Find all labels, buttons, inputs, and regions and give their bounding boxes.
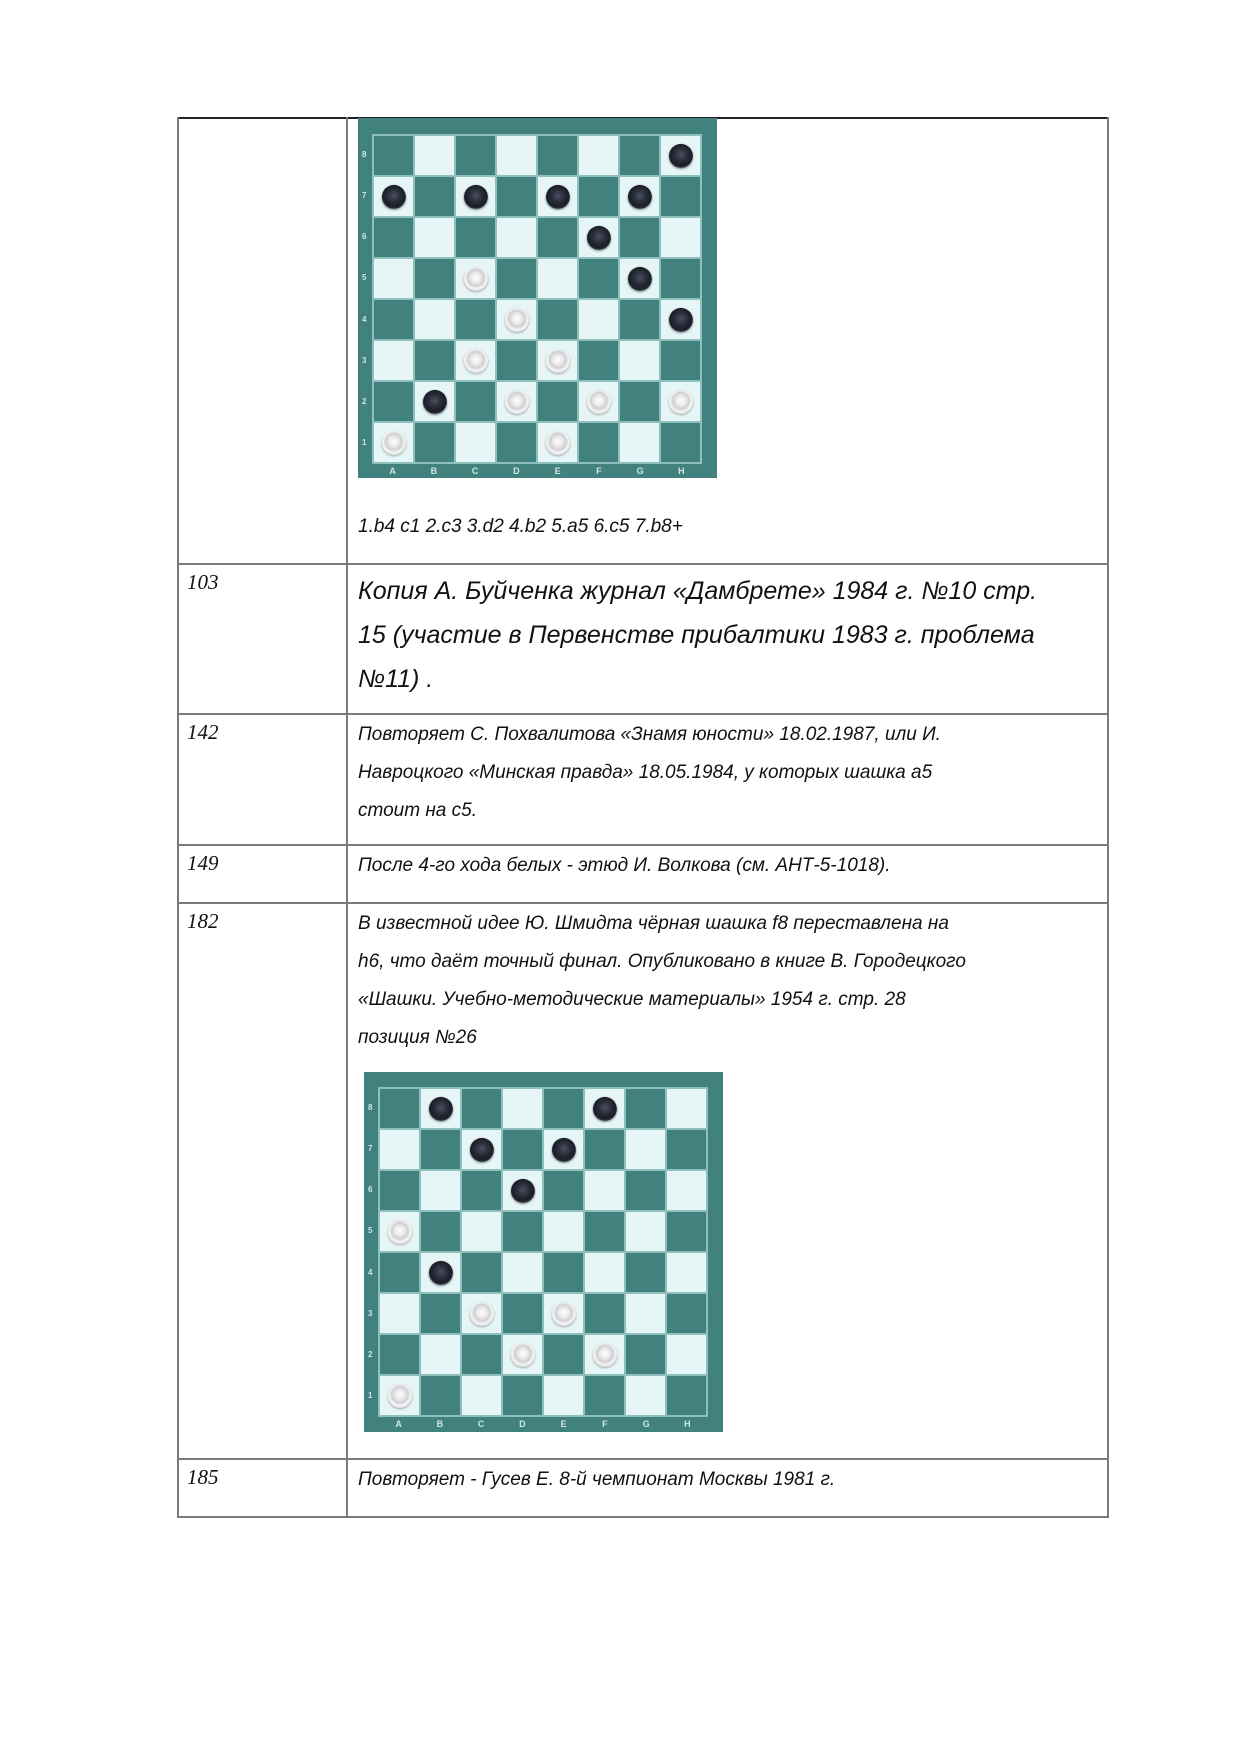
table-row-divider [177,844,1109,846]
square-c2 [461,1334,502,1375]
file-label: F [596,466,602,476]
square-d7 [496,176,537,217]
rank-label: 5 [368,1226,373,1236]
problem-note [358,716,1098,830]
square-a7 [373,176,414,217]
square-b3 [420,1293,461,1334]
black-checker-icon [422,389,446,413]
problem-number: 149 [187,851,219,875]
square-g6 [619,217,660,258]
square-f5 [578,258,619,299]
square-h5 [666,1211,707,1252]
square-h3 [666,1293,707,1334]
black-checker-icon [545,184,569,208]
rank-label: 4 [362,314,367,324]
square-c7 [461,1129,502,1170]
square-g2 [625,1334,666,1375]
rank-label: 2 [362,397,367,407]
square-c7 [455,176,496,217]
square-c6 [455,217,496,258]
square-d5 [502,1211,543,1252]
square-a3 [373,340,414,381]
square-d1 [496,422,537,463]
note-line: Копия А. Буйченка журнал «Дамбрете» 1984 г. №10 стр. [358,577,1038,605]
square-d5 [496,258,537,299]
square-f1 [578,422,619,463]
problem-note [358,847,1098,885]
square-d6 [496,217,537,258]
note-line: 15 (участие в Первенстве прибалтики 1983 г. проблема [358,621,1035,649]
square-c4 [461,1252,502,1293]
square-c2 [455,381,496,422]
white-checker-icon [469,1301,493,1325]
problem-number: 185 [187,1465,219,1489]
square-c5 [455,258,496,299]
square-c8 [455,135,496,176]
square-h7 [660,176,701,217]
square-d4 [496,299,537,340]
square-h8 [666,1088,707,1129]
note-line: «Шашки. Учебно-методические материалы» 1954 г. стр. 28 [358,989,906,1010]
square-a5 [373,258,414,299]
square-c6 [461,1170,502,1211]
square-a7 [379,1129,420,1170]
rank-label: 2 [368,1350,373,1360]
square-e6 [537,217,578,258]
square-h7 [666,1129,707,1170]
square-h4 [666,1252,707,1293]
note-line: В известной идее Ю. Шмидта чёрная шашка f8 переставлена на [358,913,949,934]
black-checker-icon [551,1137,575,1161]
square-h2 [660,381,701,422]
table-row-divider [177,902,1109,904]
rank-label: 6 [368,1185,373,1195]
square-g8 [619,135,660,176]
file-label: C [477,1419,485,1429]
file-label: D [519,1419,526,1429]
black-checker-icon [627,266,651,290]
rank-label: 6 [362,232,367,242]
black-checker-icon [668,307,692,331]
square-d3 [502,1293,543,1334]
square-c3 [455,340,496,381]
rank-label: 7 [362,190,367,200]
rank-label: 3 [362,355,367,365]
square-h6 [666,1170,707,1211]
file-label: B [430,466,438,476]
white-checker-icon [387,1383,411,1407]
square-g1 [619,422,660,463]
white-checker-icon [381,430,405,454]
move-sequence: 1.b4 c1 2.c3 3.d2 4.b2 5.a5 6.c5 7.b8+ [358,516,683,537]
note-line: После 4-го хода белых - этюд И. Волкова (см. АНТ-5-1018). [358,855,891,876]
square-h4 [660,299,701,340]
white-checker-icon [463,348,487,372]
square-e6 [543,1170,584,1211]
square-b6 [420,1170,461,1211]
black-checker-icon [510,1178,534,1202]
square-d1 [502,1375,543,1416]
square-c1 [455,422,496,463]
square-a1 [373,422,414,463]
square-a8 [373,135,414,176]
square-b1 [420,1375,461,1416]
square-e1 [543,1375,584,1416]
square-e4 [537,299,578,340]
black-checker-icon [627,184,651,208]
black-checker-icon [428,1096,452,1120]
file-label: F [602,1419,608,1429]
square-b8 [420,1088,461,1129]
square-g8 [625,1088,666,1129]
square-e7 [543,1129,584,1170]
black-checker-icon [592,1096,616,1120]
rank-label: 7 [368,1143,373,1153]
square-h3 [660,340,701,381]
square-b4 [414,299,455,340]
square-f2 [584,1334,625,1375]
file-label: G [642,1419,650,1429]
rank-label: 8 [362,149,367,159]
rank-label: 4 [368,1267,373,1277]
square-e3 [543,1293,584,1334]
white-checker-icon [545,348,569,372]
square-f3 [584,1293,625,1334]
square-g2 [619,381,660,422]
table-row-divider [177,713,1109,715]
square-h8 [660,135,701,176]
square-a2 [379,1334,420,1375]
problem-number: 142 [187,720,219,744]
square-c3 [461,1293,502,1334]
square-d8 [496,135,537,176]
square-h1 [666,1375,707,1416]
square-e4 [543,1252,584,1293]
square-f4 [584,1252,625,1293]
square-e7 [537,176,578,217]
square-h2 [666,1334,707,1375]
square-g5 [625,1211,666,1252]
file-label: E [554,466,561,476]
black-checker-icon [463,184,487,208]
square-d8 [502,1088,543,1129]
square-f8 [584,1088,625,1129]
note-line: стоит на с5. [358,800,478,821]
white-checker-icon [586,389,610,413]
file-label: E [560,1419,567,1429]
square-f4 [578,299,619,340]
square-g4 [625,1252,666,1293]
square-a1 [379,1375,420,1416]
rank-label: 1 [362,438,367,448]
note-line: h6, что даёт точный финал. Опубликовано в книге В. Городецкого [358,951,966,972]
square-d2 [496,381,537,422]
note-line: Повторяет - Гусев Е. 8-й чемпионат Москвы 1981 г. [358,1469,836,1490]
square-c8 [461,1088,502,1129]
rank-label: 8 [368,1102,373,1112]
table-row-divider [177,1458,1109,1460]
square-g4 [619,299,660,340]
rank-label: 5 [362,273,367,283]
problem-note [358,569,1098,701]
square-b8 [414,135,455,176]
table-left-border [177,117,179,1518]
square-g3 [619,340,660,381]
black-checker-icon [469,1137,493,1161]
square-b5 [420,1211,461,1252]
square-d3 [496,340,537,381]
square-d2 [502,1334,543,1375]
file-label: A [389,466,396,476]
square-b2 [414,381,455,422]
square-f7 [578,176,619,217]
square-b7 [414,176,455,217]
square-c1 [461,1375,502,1416]
square-c5 [461,1211,502,1252]
checkers-diagram [364,1072,723,1432]
note-line: позиция №26 [358,1027,477,1048]
square-e8 [543,1088,584,1129]
square-f5 [584,1211,625,1252]
file-label: B [436,1419,444,1429]
square-g7 [625,1129,666,1170]
square-a6 [373,217,414,258]
table-right-border [1107,117,1109,1518]
white-checker-icon [551,1301,575,1325]
square-e3 [537,340,578,381]
black-checker-icon [586,225,610,249]
square-b2 [420,1334,461,1375]
square-f3 [578,340,619,381]
square-f6 [584,1170,625,1211]
square-f7 [584,1129,625,1170]
black-checker-icon [428,1260,452,1284]
square-a4 [373,299,414,340]
white-checker-icon [504,389,528,413]
problem-number: 182 [187,909,219,933]
square-d6 [502,1170,543,1211]
square-d4 [502,1252,543,1293]
square-h1 [660,422,701,463]
white-checker-icon [668,389,692,413]
white-checker-icon [504,307,528,331]
board-grid [372,134,702,464]
table-bottom-border [177,1516,1109,1518]
square-h5 [660,258,701,299]
square-e8 [537,135,578,176]
square-e5 [543,1211,584,1252]
square-a5 [379,1211,420,1252]
square-e2 [543,1334,584,1375]
file-label: D [513,466,520,476]
problem-note [358,1461,1098,1499]
file-label: C [471,466,479,476]
square-f1 [584,1375,625,1416]
square-c4 [455,299,496,340]
checkers-diagram [358,118,717,478]
square-a3 [379,1293,420,1334]
square-d7 [502,1129,543,1170]
square-e5 [537,258,578,299]
square-g7 [619,176,660,217]
square-b3 [414,340,455,381]
square-e2 [537,381,578,422]
square-g5 [619,258,660,299]
black-checker-icon [668,143,692,167]
table-column-divider [346,117,348,1518]
file-label: H [678,466,685,476]
square-e1 [537,422,578,463]
square-f2 [578,381,619,422]
white-checker-icon [592,1342,616,1366]
note-line: №11) . [358,665,434,693]
square-f8 [578,135,619,176]
note-line: Навроцкого «Минская правда» 18.05.1984, у которых шашка а5 [358,762,933,783]
white-checker-icon [387,1219,411,1243]
note-line: Повторяет С. Похвалитова «Знамя юности» 18.02.1987, или И. [358,724,941,745]
problem-note [358,905,1098,1057]
square-b5 [414,258,455,299]
problem-number: 103 [187,570,219,594]
square-a4 [379,1252,420,1293]
square-g3 [625,1293,666,1334]
square-g1 [625,1375,666,1416]
black-checker-icon [381,184,405,208]
square-b4 [420,1252,461,1293]
square-a6 [379,1170,420,1211]
rank-label: 3 [368,1308,373,1318]
table-row-divider [177,563,1109,565]
white-checker-icon [545,430,569,454]
file-label: A [395,1419,402,1429]
square-h6 [660,217,701,258]
square-b1 [414,422,455,463]
square-g6 [625,1170,666,1211]
square-b6 [414,217,455,258]
white-checker-icon [463,266,487,290]
square-b7 [420,1129,461,1170]
rank-label: 1 [368,1391,373,1401]
white-checker-icon [510,1342,534,1366]
square-a2 [373,381,414,422]
square-a8 [379,1088,420,1129]
square-f6 [578,217,619,258]
board-grid [378,1087,708,1417]
file-label: H [684,1419,691,1429]
file-label: G [636,466,644,476]
